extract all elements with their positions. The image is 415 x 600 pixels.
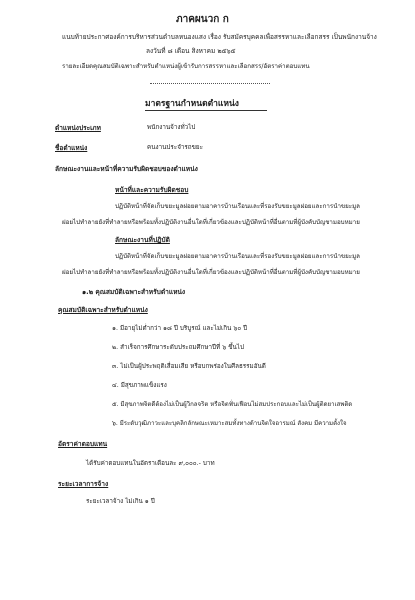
work-nature-line-1: ปฏิบัติหน้าที่จัดเก็บขยะมูลฝอยตามอาคารบ้านเรือนและที่รองรับขยะมูลฝอยและการนำขยะมูล xyxy=(115,253,360,260)
qualification-item: ๕. มีสุขภาพจิตดีต้องไม่เป็นผู้วิกลจริต หรือจิตฟั่นเฟือนไม่สมประกอบและไม่เป็นผู้ติดยาเสพติด xyxy=(112,401,353,408)
employment-period-heading: ระยะเวลาการจ้าง xyxy=(58,480,109,488)
intro-line-1: แนบท้ายประกาศองค์การบริหารส่วนตำบลหนองแสง เรื่อง รับสมัครบุคคลเพื่อสรรหาและเลือกสรร เป็นพนักงานจ้าง xyxy=(62,33,377,41)
document-title: ภาคผนวก ก xyxy=(176,14,229,25)
qualification-item: ๒. สำเร็จการศึกษาระดับประถมศึกษาปีที่ ๖ ขึ้นไป xyxy=(112,344,244,351)
compensation-text: ได้รับค่าตอบแทนในอัตราเดือนละ ๙,๐๐๐.- บาท xyxy=(86,460,215,467)
employment-period-text: ระยะเวลาจ้าง ไม่เกิน ๑ ปี xyxy=(86,498,155,505)
duties-line-2: ฝอยไปทำลายยังที่ทำลายหรือพร้อมทั้งปฏิบัติงานอื่นใดที่เกี่ยวข้องและปฏิบัติหน้าที่อื่นตามที่ผู้บังคับบัญชามอบหมาย xyxy=(62,219,360,226)
dotted-separator xyxy=(150,83,270,84)
intro-line-2: ลงวันที่ ๘ เดือน สิงหาคม ๒๕๖๕ xyxy=(146,47,236,55)
duties-heading: หน้าที่และความรับผิดชอบ xyxy=(115,186,189,194)
section-1-2-heading: ๑.๒ คุณสมบัติเฉพาะสำหรับตำแหน่ง xyxy=(82,288,186,296)
position-type-value: พนักงานจ้างทั่วไป xyxy=(147,124,196,131)
qualifications-heading: คุณสมบัติเฉพาะสำหรับตำแหน่ง xyxy=(58,306,148,314)
position-type-label: ตำแหน่งประเภท xyxy=(55,124,101,132)
detail-line: รายละเอียดคุณสมบัติเฉพาะสำหรับตำแหน่งผู้เข้ารับการสรรหาและเลือกสรร/อัตราค่าตอบแทน xyxy=(62,63,310,70)
duties-line-1: ปฏิบัติหน้าที่จัดเก็บขยะมูลฝอยตามอาคารบ้านเรือนและที่รองรับขยะมูลฝอยและการนำขยะมูล xyxy=(115,203,360,210)
characteristics-heading: ลักษณะงานและหน้าที่ความรับผิดชอบของตำแหน่ง xyxy=(55,165,198,173)
qualification-item: ๓. ไม่เป็นผู้ประพฤติเสื่อมเสีย หรือบกพร่องในศีลธรรมอันดี xyxy=(112,363,266,370)
work-nature-line-2: ฝอยไปทำลายยังที่ทำลายหรือพร้อมทั้งปฏิบัติงานอื่นใดที่เกี่ยวข้องและปฏิบัติหน้าที่อื่นตามที่ผู้บังคับบัญชามอบหมาย xyxy=(62,269,360,276)
compensation-heading: อัตราค่าตอบแทน xyxy=(58,440,108,448)
qualification-item: ๖. มีระดับวุฒิภาวะและบุคลิกลักษณะเหมาะสมทั้งทางด้านจิตใจอารมณ์ สังคม มีความตั้งใจ xyxy=(112,420,347,427)
standard-heading-underline xyxy=(145,110,267,111)
position-name-value: คนงานประจำรถขยะ xyxy=(147,144,203,151)
position-name-label: ชื่อตำแหน่ง xyxy=(55,144,88,152)
work-nature-heading: ลักษณะงานที่ปฏิบัติ xyxy=(115,236,170,244)
qualification-item: ๑. มีอายุไม่ต่ำกว่า ๑๘ ปี บริบูรณ์ และไม่เกิน ๖๐ ปี xyxy=(112,325,248,332)
standard-heading: มาตรฐานกำหนดตำแหน่ง xyxy=(145,99,239,109)
qualification-item: ๔. มีสุขภาพแข็งแรง xyxy=(112,382,167,389)
